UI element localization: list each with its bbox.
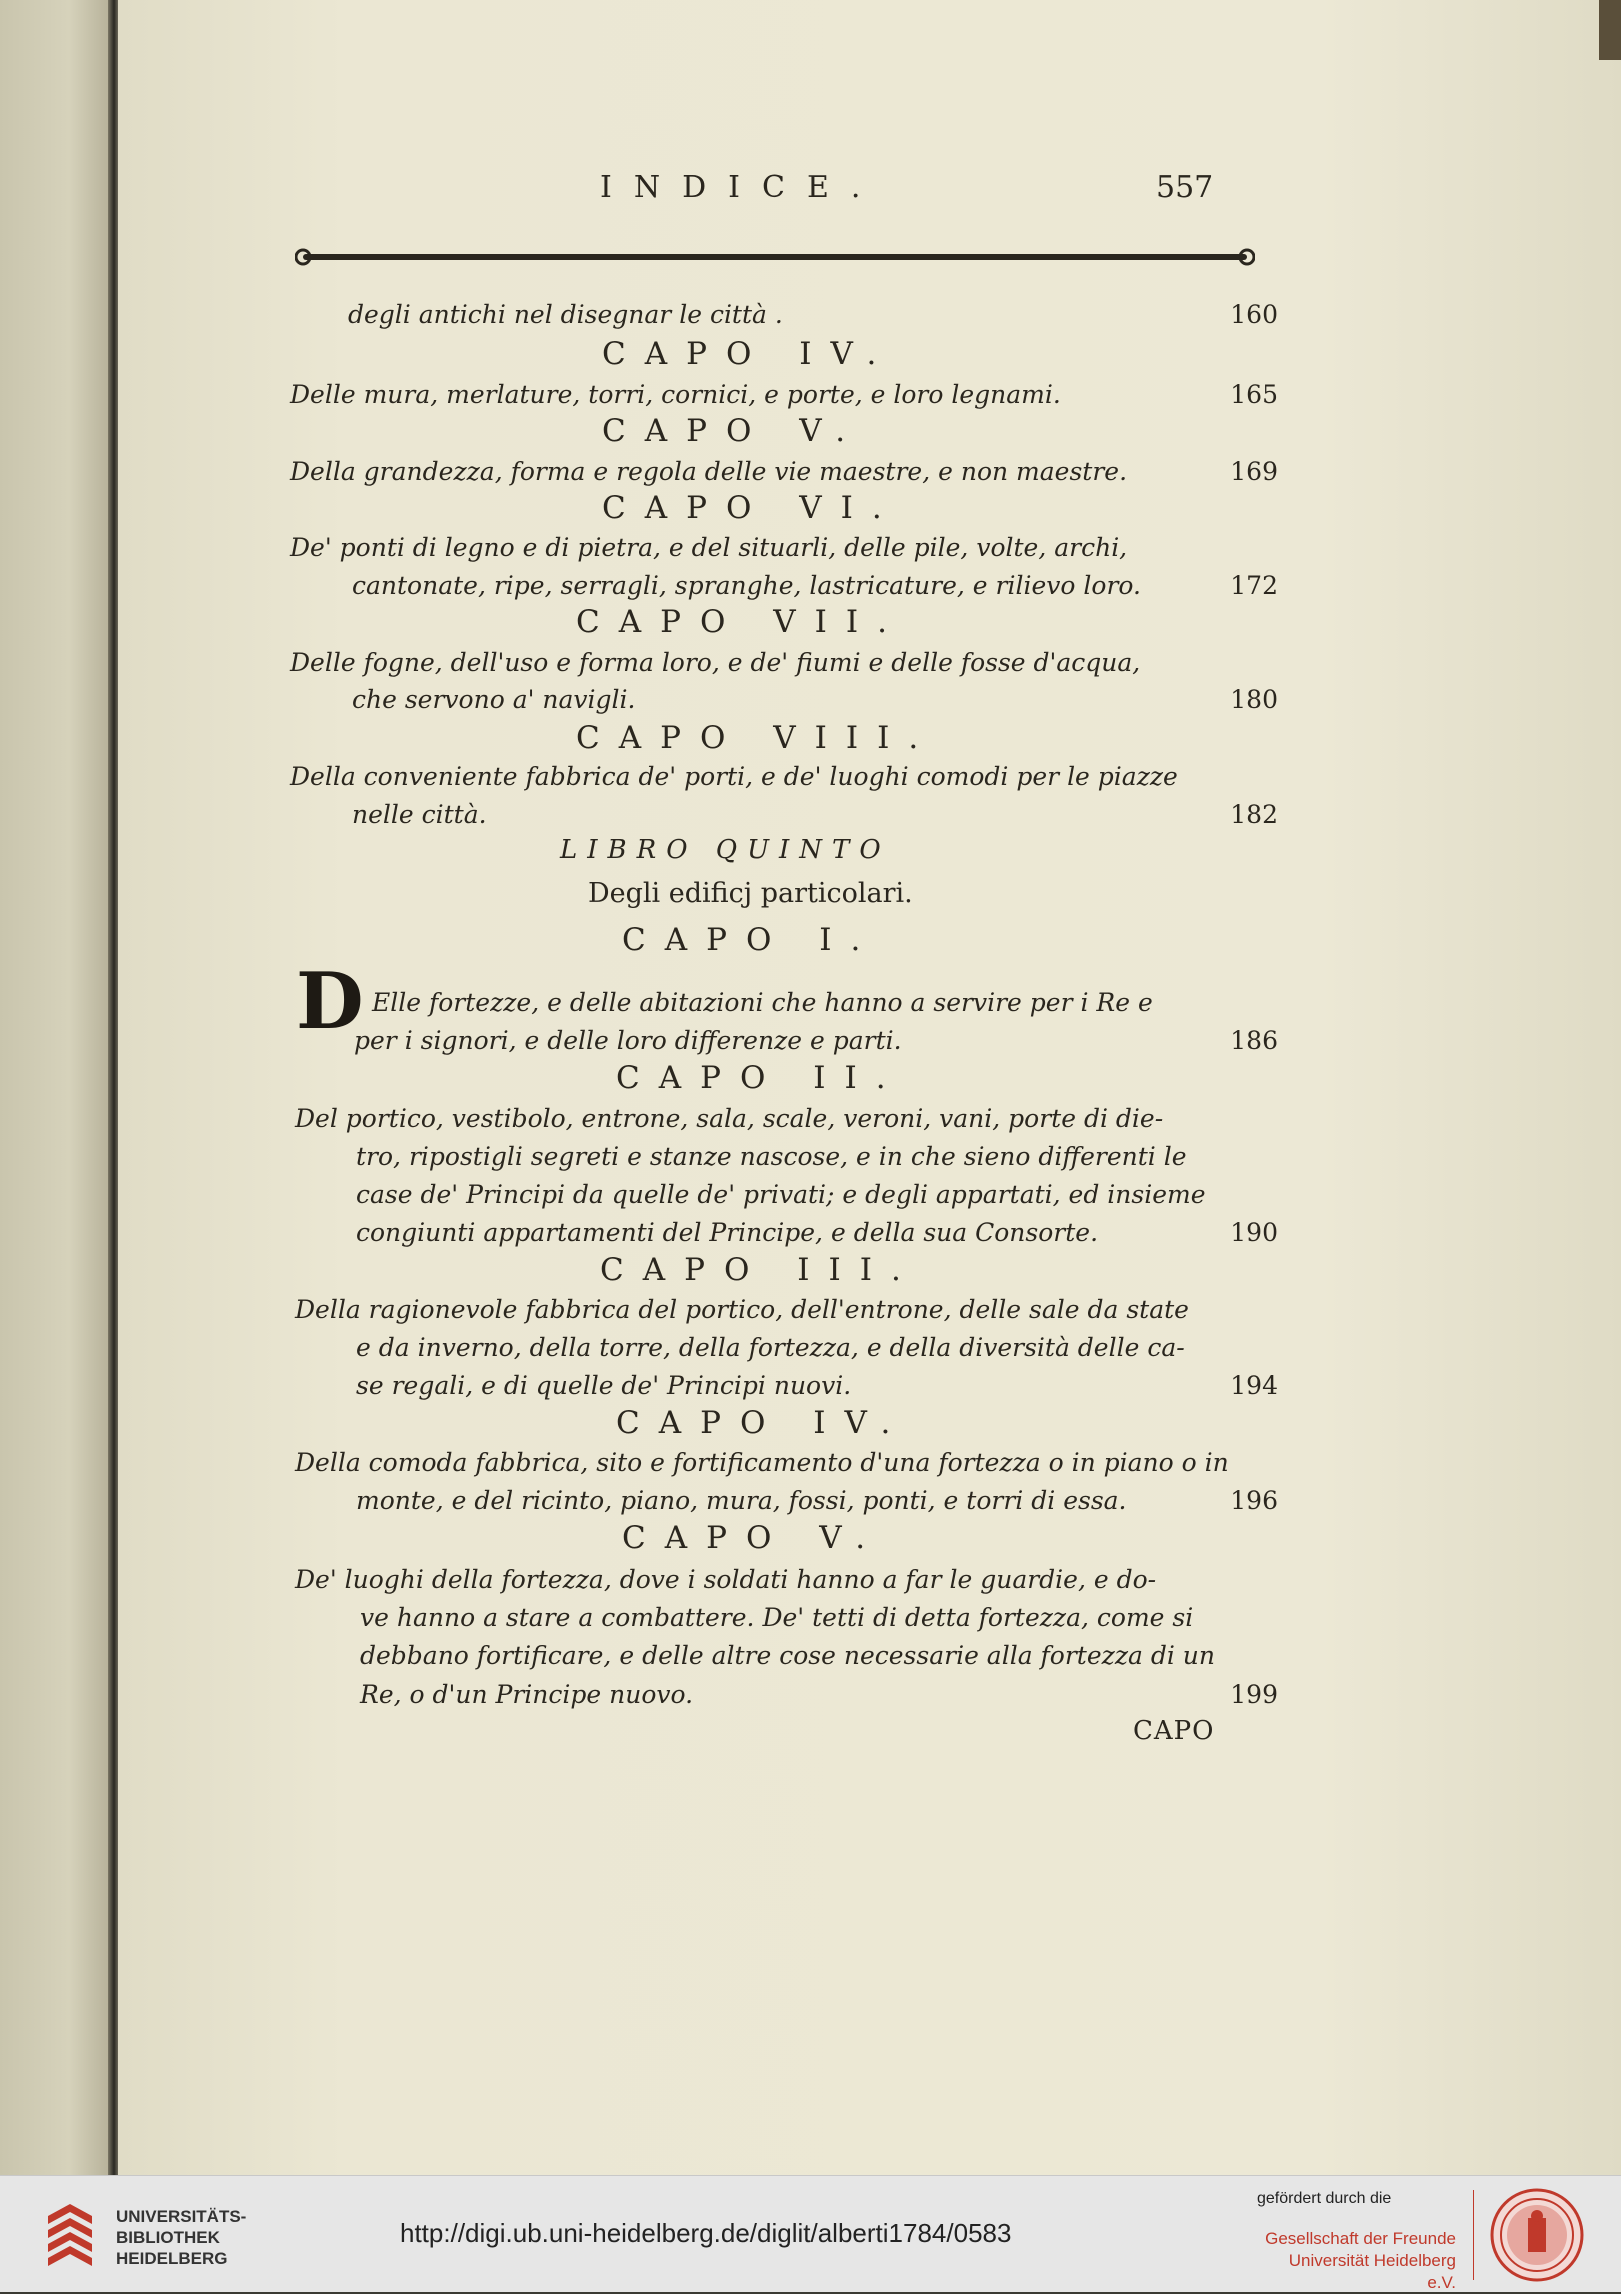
footer-bar	[0, 2175, 1621, 2292]
entry-line: e da inverno, della torre, della fortezza, e della diversità delle ca-	[356, 1333, 1185, 1362]
entry-line: Della comoda fabbrica, sito e fortificamento d'una fortezza o in piano o in	[295, 1448, 1229, 1477]
entry-page-number: 160	[1230, 300, 1278, 329]
chapter-heading: CAPO VII.	[576, 604, 906, 640]
entry-line: case de' Principi da quelle de' privati; e degli appartati, ed insieme	[356, 1180, 1206, 1209]
permalink-url[interactable]: http://digi.ub.uni-heidelberg.de/diglit/alberti1784/0583	[400, 2218, 1012, 2248]
chapter-heading: CAPO IV.	[616, 1405, 910, 1441]
chapter-heading: CAPO VIII.	[576, 720, 938, 756]
entry-line: Re, o d'un Principe nuovo.	[360, 1680, 694, 1709]
entry-page-number: 196	[1230, 1486, 1278, 1515]
library-logo-icon[interactable]	[40, 2196, 100, 2272]
entry-line: Del portico, vestibolo, entrone, sala, scale, veroni, vani, porte di die-	[295, 1104, 1164, 1133]
entry-line: tro, ripostigli segreti e stanze nascose, e in che sieno differenti le	[356, 1142, 1187, 1171]
university-seal-icon	[1490, 2188, 1584, 2282]
entry-page-number: 186	[1230, 1026, 1278, 1055]
header-rule	[295, 248, 1255, 266]
page-number: 557	[1156, 170, 1214, 205]
entry-line: che servono a' navigli.	[352, 685, 636, 714]
sponsor-name-line: Gesellschaft der Freunde	[1265, 2229, 1456, 2248]
entry-page-number: 182	[1230, 800, 1278, 829]
entry-page-number: 165	[1230, 380, 1278, 409]
sponsor-name[interactable]	[1256, 2228, 1456, 2294]
entry-line: debbano fortificare, e delle altre cose necessarie alla fortezza di un	[360, 1641, 1215, 1670]
entry-page-number: 169	[1230, 457, 1278, 486]
entry-line: monte, e del ricinto, piano, mura, fossi, ponti, e torri di essa.	[356, 1486, 1127, 1515]
entry-line: per i signori, e delle loro differenze e parti.	[354, 1026, 902, 1055]
chapter-heading: CAPO V.	[622, 1520, 885, 1556]
chapter-heading: CAPO II.	[616, 1060, 905, 1096]
entry-line: congiunti appartamenti del Principe, e della sua Consorte.	[356, 1218, 1099, 1247]
sponsor-name-line: Universität Heidelberg e.V.	[1288, 2251, 1456, 2292]
book-subtitle: Degli edificj particolari.	[588, 878, 913, 909]
entry-line: degli antichi nel disegnar le città .	[348, 300, 783, 329]
library-name-line: BIBLIOTHEK	[116, 2228, 220, 2247]
left-page-edge	[0, 0, 115, 2175]
chapter-heading: CAPO VI.	[602, 490, 901, 526]
entry-line: Della ragionevole fabbrica del portico, dell'entrone, delle sale da state	[295, 1295, 1189, 1324]
chapter-heading: CAPO V.	[602, 413, 865, 449]
entry-page-number: 180	[1230, 685, 1278, 714]
entry-line: De' ponti di legno e di pietra, e del situarli, delle pile, volte, archi,	[290, 533, 1128, 562]
sponsor-label: gefördert durch die	[1257, 2190, 1392, 2207]
chapter-heading: CAPO I.	[622, 922, 880, 958]
entry-line: cantonate, ripe, serragli, spranghe, lastricature, e rilievo loro.	[352, 571, 1141, 600]
entry-page-number: 194	[1230, 1371, 1278, 1400]
chapter-heading: CAPO IV.	[602, 336, 896, 372]
entry-line: Elle fortezze, e delle abitazioni che hanno a servire per i Re e	[372, 988, 1153, 1017]
library-name-line: HEIDELBERG	[116, 2249, 228, 2268]
footer-divider	[1473, 2190, 1474, 2280]
entry-line: nelle città.	[352, 800, 487, 829]
page-corner	[1599, 0, 1621, 60]
entry-line: Della conveniente fabbrica de' porti, e de' luoghi comodi per le piazze	[290, 762, 1178, 791]
entry-line: ve hanno a stare a combattere. De' tetti di detta fortezza, come si	[360, 1603, 1194, 1632]
entry-page-number: 172	[1230, 571, 1278, 600]
entry-line: Delle mura, merlature, torri, cornici, e porte, e loro legnami.	[290, 380, 1061, 409]
book-title: LIBRO QUINTO	[560, 835, 891, 865]
entry-page-number: 190	[1230, 1218, 1278, 1247]
library-name	[116, 2206, 246, 2269]
library-name-line: UNIVERSITÄTS-	[116, 2207, 247, 2226]
entry-page-number: 199	[1230, 1680, 1278, 1709]
entry-line: Della grandezza, forma e regola delle vie maestre, e non maestre.	[290, 457, 1128, 486]
page-header-title: INDICE.	[600, 170, 883, 205]
chapter-heading: CAPO III.	[600, 1252, 920, 1288]
drop-cap: D	[296, 956, 364, 1047]
entry-line: Delle fogne, dell'uso e forma loro, e de' fiumi e delle fosse d'acqua,	[290, 648, 1141, 677]
entry-line: se regali, e di quelle de' Principi nuovi.	[356, 1371, 852, 1400]
entry-line: De' luoghi della fortezza, dove i soldati hanno a far le guardie, e do-	[295, 1565, 1157, 1594]
catchword: CAPO	[1133, 1716, 1215, 1746]
